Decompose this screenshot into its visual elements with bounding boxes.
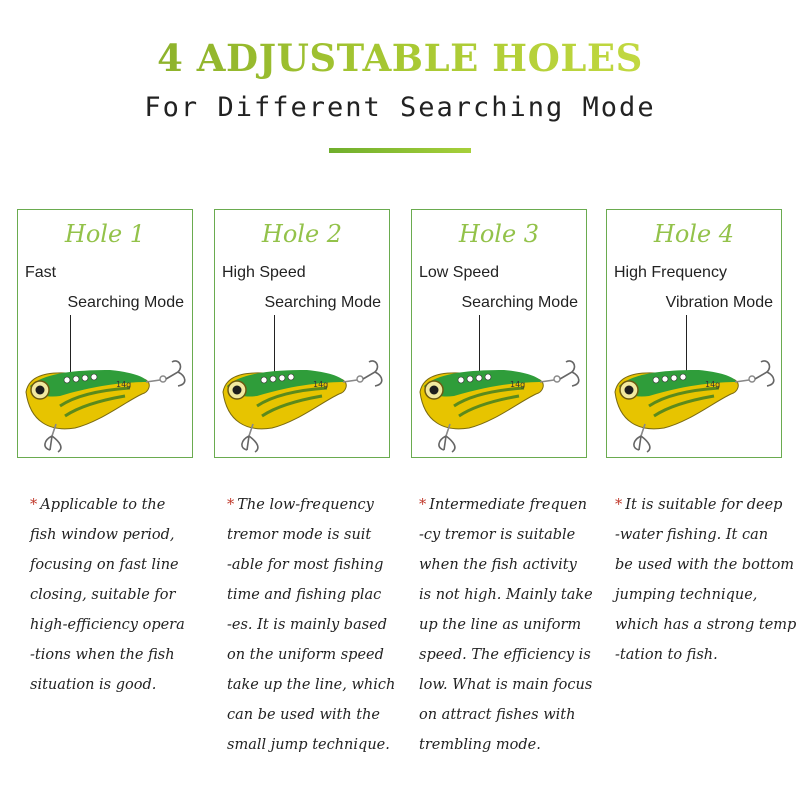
description-line: -able for most fishing (227, 557, 384, 573)
description-line: * Intermediate frequen (419, 497, 587, 513)
description-line: -es. It is mainly based (227, 617, 388, 633)
page-subtitle: For Different Searching Mode (144, 92, 656, 123)
description-line: situation is good. (30, 677, 157, 693)
hole-speed-label: Low Speed (419, 264, 500, 281)
description-line: tremor mode is suit (227, 527, 372, 543)
description-line: small jump technique. (227, 737, 390, 753)
hole-speed-label: High Speed (222, 264, 306, 281)
description-line: on attract fishes with (419, 707, 576, 723)
description-line: trembling mode. (419, 737, 541, 753)
hole-card-3 (411, 209, 587, 458)
asterisk-marker: * (615, 497, 623, 513)
hole-card-2 (214, 209, 390, 458)
hole-speed-label: High Frequency (614, 264, 727, 281)
page-title: 4 ADJUSTABLE HOLES (0, 36, 800, 80)
description-line: when the fish activity (419, 557, 577, 573)
description-line: * The low-frequency (227, 497, 374, 513)
description-line: high-efficiency opera (30, 617, 185, 633)
description-line: which has a strong temp (615, 617, 797, 633)
hole-description-4 (615, 490, 797, 670)
hole-description-2 (227, 490, 407, 760)
hole-speed-label: Fast (25, 264, 57, 281)
hole-mode-label: Searching Mode (67, 294, 184, 311)
lure-weight-label: 14g (705, 380, 721, 389)
hole-description-3 (419, 490, 604, 760)
hole-mode-label: Vibration Mode (665, 294, 773, 311)
asterisk-marker: * (227, 497, 235, 513)
description-line: on the uniform speed (227, 647, 384, 663)
description-line: -tions when the fish (30, 647, 175, 663)
description-line: be used with the bottom (615, 557, 795, 573)
description-line: take up the line, which (227, 677, 396, 693)
fishing-lure-image (414, 350, 586, 455)
description-line: can be used with the (227, 707, 381, 723)
description-line: up the line as uniform (419, 617, 582, 633)
hole-mode-label: Searching Mode (264, 294, 381, 311)
lure-weight-label: 14g (116, 380, 132, 389)
asterisk-marker: * (30, 497, 38, 513)
description-line: time and fishing plac (227, 587, 382, 603)
description-line: * It is suitable for deep (615, 497, 783, 513)
description-line: -tation to fish. (615, 647, 718, 663)
fishing-lure-image (20, 350, 192, 455)
hole-card-title: Hole 4 (653, 220, 735, 248)
hole-card-title: Hole 3 (458, 220, 540, 248)
description-line: low. What is main focus (419, 677, 593, 693)
description-line: fish window period, (30, 527, 175, 543)
description-line: jumping technique, (615, 587, 758, 603)
fishing-lure-image (609, 350, 781, 455)
description-line: * Applicable to the (30, 497, 166, 513)
title-divider (329, 148, 471, 153)
description-line: closing, suitable for (30, 587, 176, 603)
hole-card-title: Hole 2 (261, 220, 343, 248)
fishing-lure-image (217, 350, 389, 455)
lure-weight-label: 14g (313, 380, 329, 389)
description-line: is not high. Mainly take (419, 587, 593, 603)
description-line: -water fishing. It can (615, 527, 769, 543)
description-line: speed. The efficiency is (419, 647, 591, 663)
hole-card-title: Hole 1 (64, 220, 146, 248)
hole-mode-label: Searching Mode (461, 294, 578, 311)
asterisk-marker: * (419, 497, 427, 513)
description-line: focusing on fast line (30, 557, 179, 573)
description-line: -cy tremor is suitable (419, 527, 576, 543)
hole-card-1 (17, 209, 193, 458)
lure-weight-label: 14g (510, 380, 526, 389)
hole-card-4 (606, 209, 782, 458)
hole-description-1 (30, 490, 210, 700)
